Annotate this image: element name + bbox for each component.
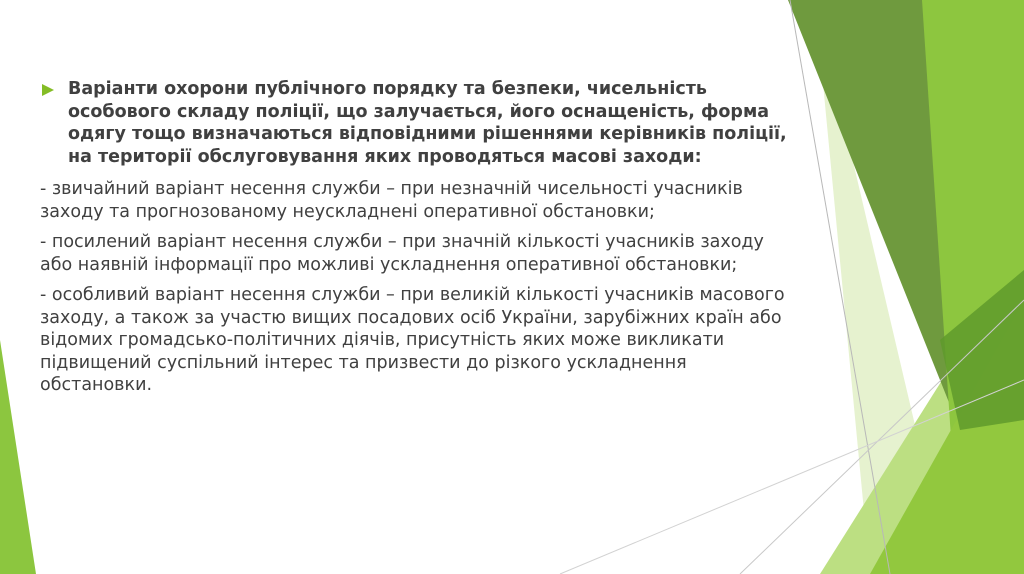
lead-paragraph bbox=[40, 78, 800, 168]
variant-paragraph-ordinary: - звичайний варіант несення служби – при незначній чисельності учасників заходу та прогнозованому неускладнені оперативної обстановки; bbox=[40, 179, 743, 222]
lead-text: Варіанти охорони публічного порядку та безпеки, чисельність особового складу поліції, що залучається, його оснащеність, форма одягу тощо визначаються відповідними рішеннями керівників поліції, на території обслуговування яких проводяться масові заходи: bbox=[68, 79, 787, 167]
variant-paragraph-special: - особливий варіант несення служби – при великій кількості учасників масового заходу, а також за участю вищих посадових осіб України, зарубіжних країн або відомих громадсько-політичних діячів, присутність яких може викликати підвищений суспільний інтерес та призвести до різкого ускладнення обстановки. bbox=[40, 285, 785, 395]
triangle-bullet-icon bbox=[42, 84, 54, 96]
left-green-triangle bbox=[0, 340, 36, 574]
slide-content bbox=[40, 78, 800, 405]
variant-paragraph-enhanced: - посилений варіант несення служби – при значній кількості учасників заходу або наявній інформації про можливі ускладнення оперативної обстановки; bbox=[40, 232, 764, 275]
